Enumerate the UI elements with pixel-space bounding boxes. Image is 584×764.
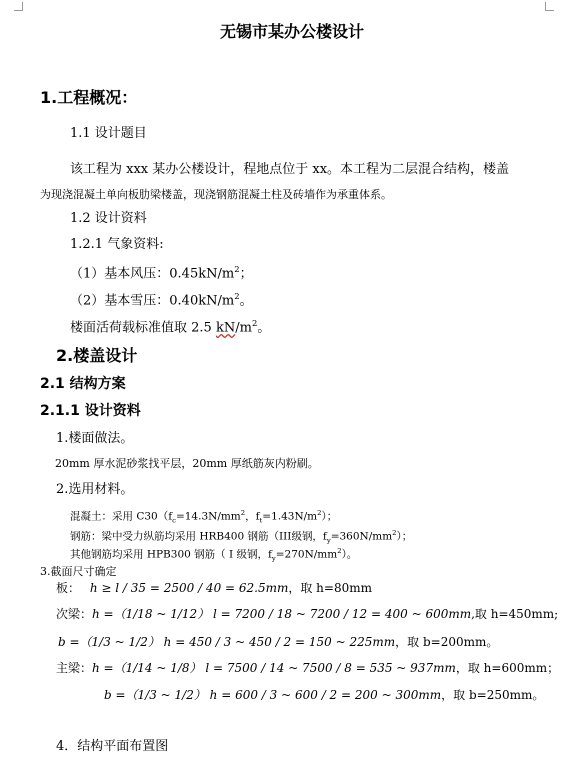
main-beam-h-result: ，取 h=600mm；	[455, 661, 560, 675]
section-size-heading: 3.截面尺寸确定	[40, 565, 117, 578]
concrete-fc: =14.3N/mm	[175, 510, 241, 523]
secondary-beam-b-formula: b =（1/3 ~ 1/2） h = 450 / 3 ~ 450 / 2 = 150 ~ 225mm	[58, 635, 396, 649]
section-2-heading: 2.楼盖设计	[56, 346, 138, 365]
page-corner-mark-right	[545, 2, 554, 11]
materials-heading: 2.选用材料。	[56, 482, 134, 497]
steel2-end: ）。	[341, 548, 358, 561]
steel-fy: =360N/mm	[330, 530, 393, 543]
secondary-beam-h-result: ,取 h=450mm;	[471, 607, 559, 621]
concrete-ft-label: ，f	[245, 510, 260, 523]
subsection-1-1: 1.1 设计题目	[70, 126, 147, 141]
subsection-2-1-1: 2.1.1 设计资料	[40, 403, 141, 419]
steel-spec-1	[70, 530, 412, 544]
live-load	[70, 319, 270, 334]
live-load-unit-2: /m	[235, 320, 252, 336]
superscript: 2	[240, 509, 246, 517]
subsection-1-2: 1.2 设计资料	[70, 211, 147, 226]
snow-pressure-text: （2）基本雪压：0.40kN/m	[70, 293, 235, 309]
superscript: 2	[337, 547, 342, 555]
subscript: c	[172, 516, 176, 525]
subscript: t	[259, 516, 263, 525]
live-load-unit: kN	[215, 320, 236, 336]
steel2-text: 其他钢筋均采用 HPB300 钢筋（ I 级钢，f	[70, 548, 272, 561]
superscript: 2	[234, 264, 240, 274]
secondary-beam-label: 次梁：	[56, 607, 93, 621]
concrete-spec	[70, 510, 337, 524]
live-load-end: 。	[257, 320, 271, 336]
slab-result: ，取 h=80mm	[288, 581, 372, 595]
page-corner-mark-left	[14, 2, 23, 11]
main-beam-label: 主梁：	[56, 661, 93, 675]
subsection-2-1: 2.1 结构方案	[40, 376, 126, 392]
secondary-beam-h-row	[56, 608, 558, 620]
live-load-text: 楼面活荷载标准值取 2.5	[70, 320, 216, 336]
concrete-text: 混凝土：采用 C30（f	[70, 510, 173, 523]
paragraph-line-2: 为现浇混凝土单向板肋梁楼盖，现浇钢筋混凝土柱及砖墙作为承重体系。	[40, 188, 392, 201]
superscript: 2	[234, 291, 240, 301]
steel2-fy: =270N/mm	[275, 548, 338, 561]
snow-pressure	[70, 292, 253, 307]
snow-pressure-end: 。	[239, 293, 253, 309]
main-beam-h-row	[56, 662, 559, 674]
superscript: 2	[251, 318, 258, 328]
main-beam-b-row	[104, 689, 544, 701]
floor-method-detail: 20mm 厚水泥砂浆找平层，20mm 厚纸筋灰内粉刷。	[55, 457, 319, 470]
wind-pressure-end: ；	[239, 266, 253, 282]
document-title: 无锡市某办公楼设计	[219, 22, 364, 41]
steel-end: ）；	[396, 530, 413, 543]
steel-text: 钢筋：梁中受力纵筋均采用 HRB400 钢筋（III级钢，f	[70, 530, 327, 543]
slab-formula: h ≥ l / 35 = 2500 / 40 = 62.5mm	[89, 581, 289, 595]
section-1-heading: 1.工程概况：	[40, 88, 138, 107]
concrete-ft: =1.43N/m	[262, 510, 318, 523]
subsection-1-2-1: 1.2.1 气象资料:	[70, 237, 164, 252]
concrete-end: ）；	[321, 510, 338, 523]
slab-row	[56, 582, 372, 594]
wind-pressure	[70, 265, 253, 280]
structure-layout-heading: 4．结构平面布置图	[56, 739, 169, 754]
subscript: y	[271, 554, 276, 563]
wind-pressure-text: （1）基本风压：0.45kN/m	[70, 266, 235, 282]
floor-method-heading: 1.楼面做法。	[56, 431, 134, 446]
subscript: y	[326, 536, 331, 545]
secondary-beam-b-result: ，取 b=200mm。	[395, 635, 499, 649]
slab-label: 板：	[56, 581, 81, 595]
main-beam-h-formula: h =（1/14 ~ 1/8） l = 7500 / 14 ~ 7500 / 8 = 535 ~ 937mm	[92, 661, 456, 675]
superscript: 2	[317, 509, 322, 517]
main-beam-b-result: ，取 b=250mm。	[441, 688, 545, 702]
main-beam-b-formula: b =（1/3 ~ 1/2） h = 600 / 3 ~ 600 / 2 = 200 ~ 300mm	[104, 688, 442, 702]
secondary-beam-h-formula: h =（1/18 ~ 1/12） l = 7200 / 18 ~ 7200 / 12 = 400 ~ 600mm	[92, 607, 472, 621]
paragraph-line-1: 该工程为 xxx 某办公楼设计，程地点位于 xx。本工程为二层混合结构，楼盖	[70, 162, 510, 177]
steel-spec-2	[70, 548, 357, 562]
secondary-beam-b-row	[58, 636, 498, 648]
superscript: 2	[392, 529, 397, 537]
